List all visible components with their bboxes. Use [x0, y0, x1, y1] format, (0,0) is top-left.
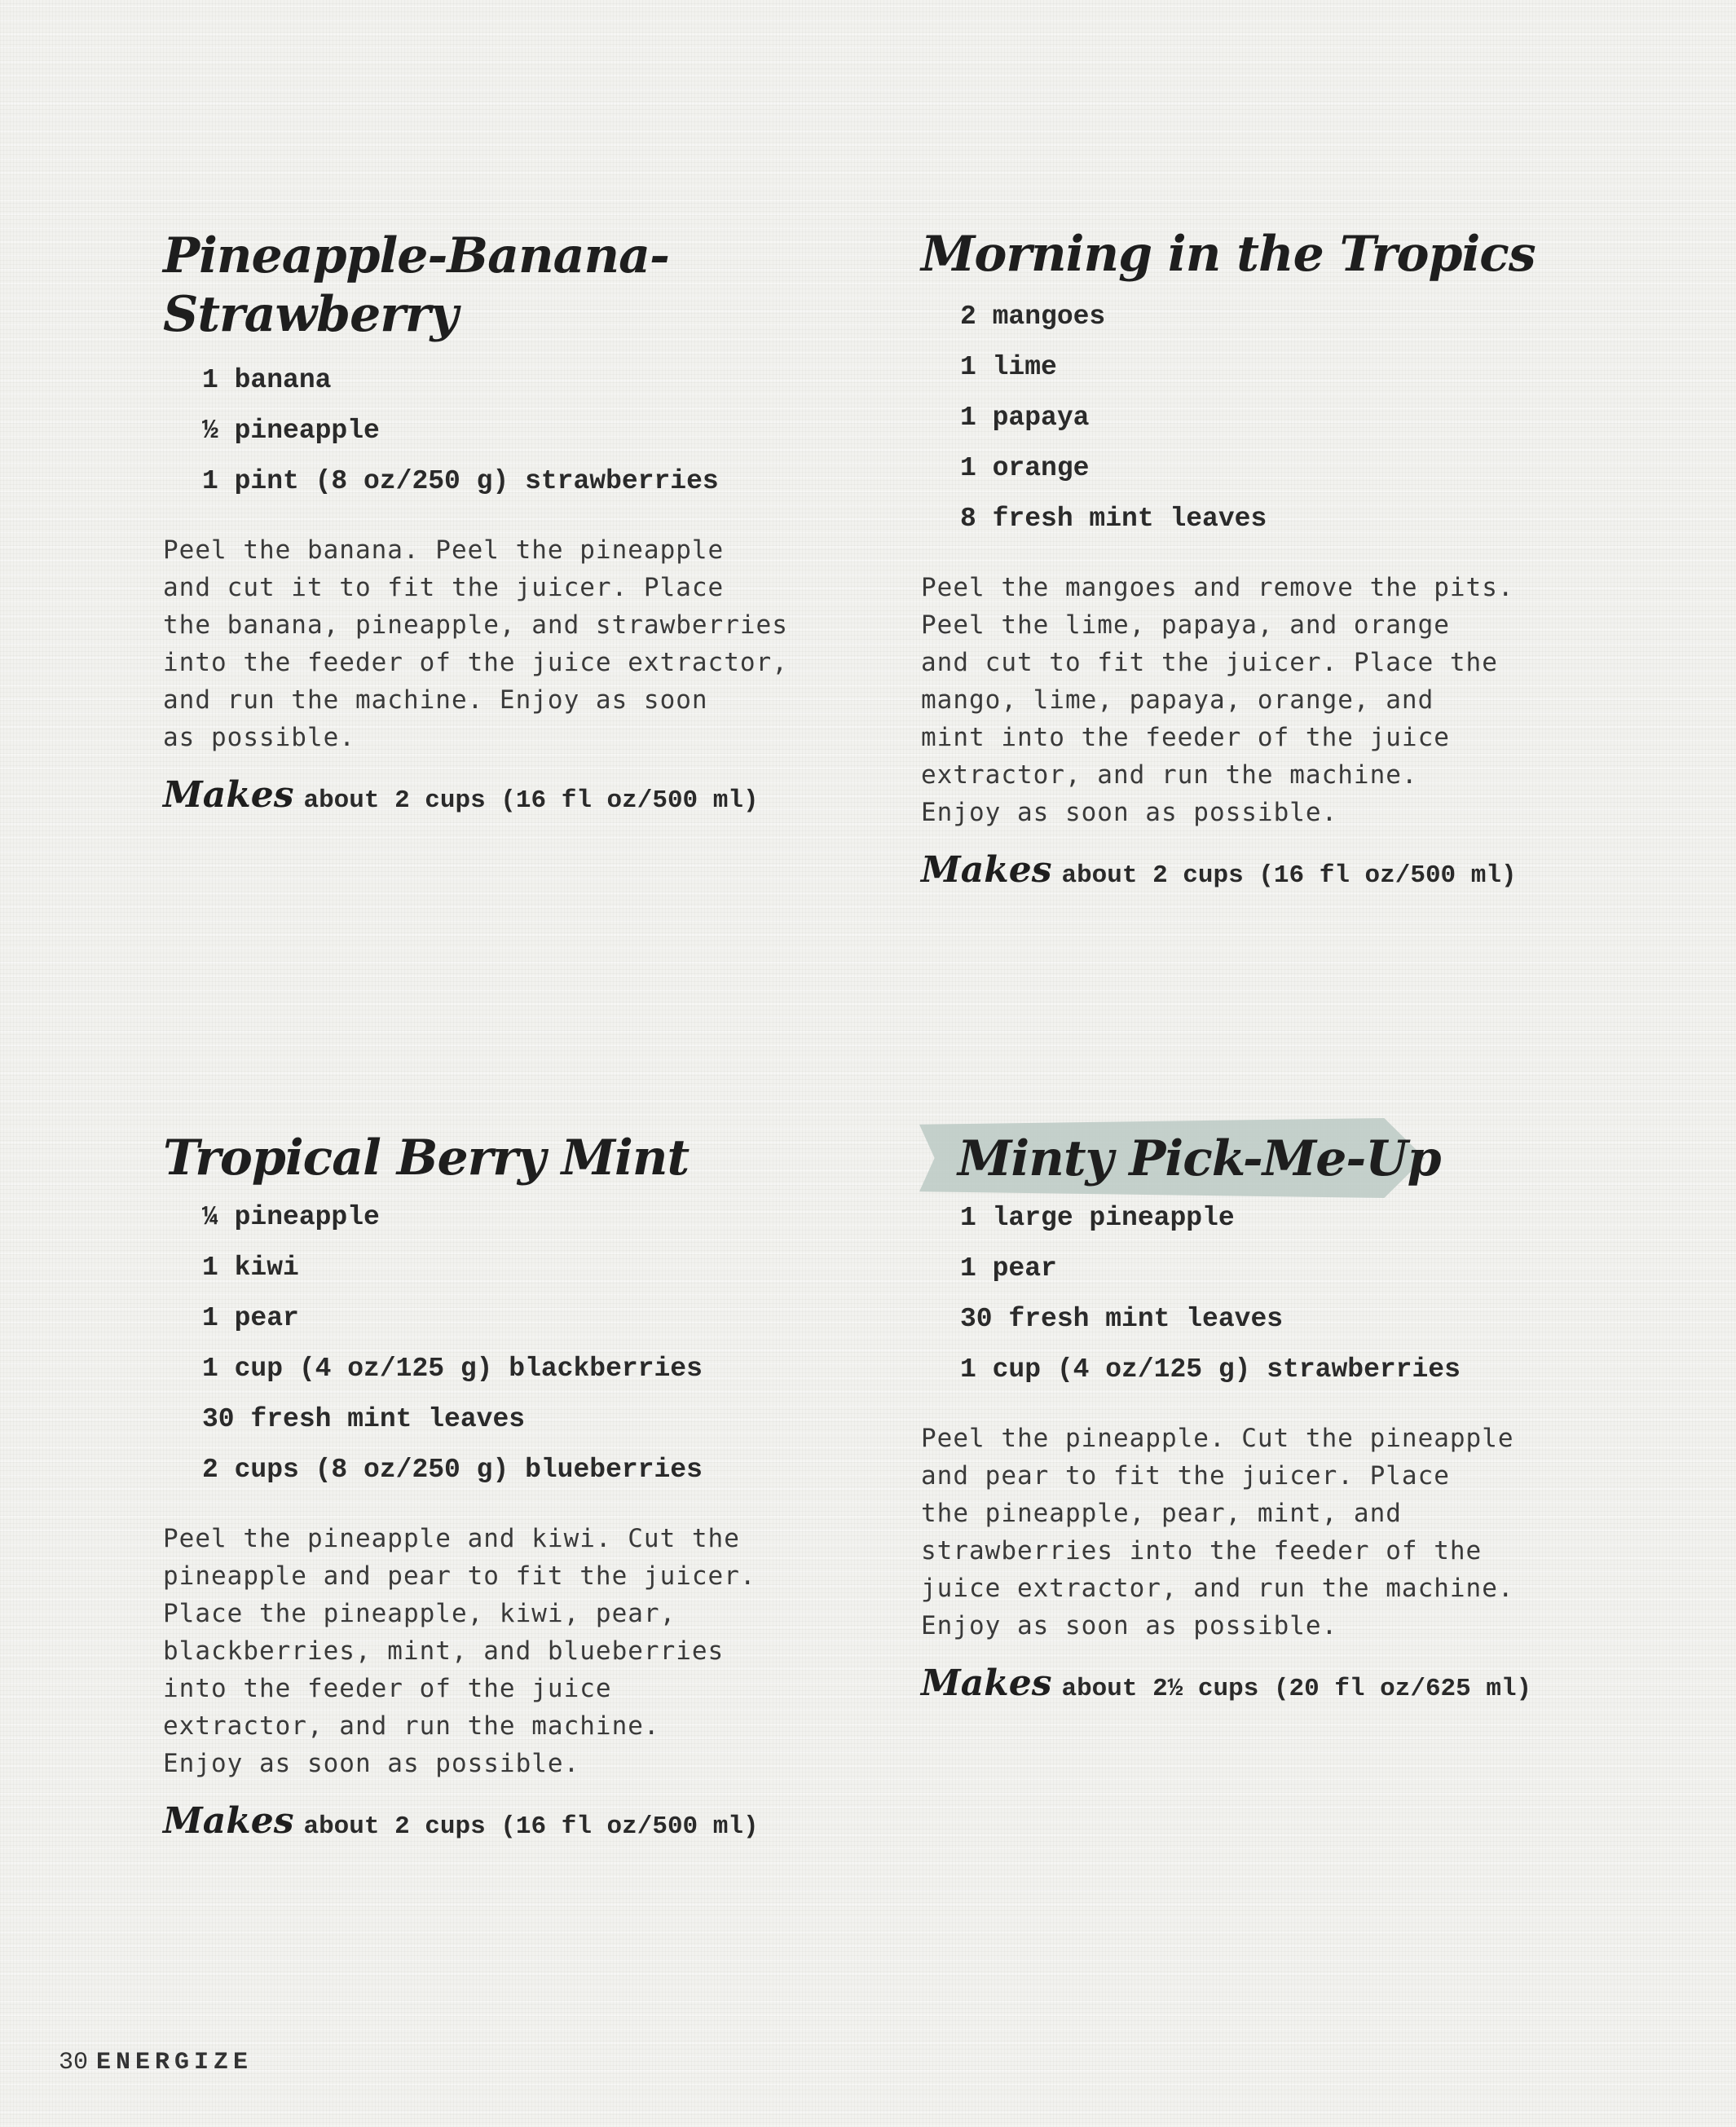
- makes-label: Makes: [163, 774, 294, 816]
- ingredient-item: 1 pear: [202, 1303, 299, 1333]
- recipe-method: Peel the banana. Peel the pineapple and cut it to fit the juicer. Place the banana, pineapple, and strawberries into the feeder of the juice extractor, and run the machine. Enjoy as soon as possible.: [163, 535, 788, 752]
- ingredient-item: 1 pear: [960, 1253, 1057, 1284]
- ingredient-item: 8 fresh mint leaves: [960, 504, 1267, 534]
- yield-amount: about 2 cups (16 fl oz/500 ml): [1061, 861, 1517, 890]
- ingredient-item: 1 pint (8 oz/250 g) strawberries: [202, 466, 719, 496]
- makes-label: Makes: [163, 1800, 294, 1842]
- ingredient-item: 1 papaya: [960, 403, 1090, 433]
- ingredient-item: 1 kiwi: [202, 1253, 299, 1283]
- recipe-pineapple-banana-strawberry: [163, 227, 864, 816]
- yield-amount: about 2 cups (16 fl oz/500 ml): [303, 786, 759, 815]
- ingredient-item: 1 large pineapple: [960, 1203, 1235, 1233]
- ingredient-item: 30 fresh mint leaves: [202, 1404, 526, 1434]
- recipe-title: Minty Pick-Me-Up: [958, 1130, 1441, 1187]
- ingredient-item: 1 cup (4 oz/125 g) strawberries: [960, 1354, 1461, 1385]
- page-number: 30: [59, 2049, 89, 2076]
- recipe-minty-pick-me-up: [921, 1130, 1659, 1704]
- recipe-yield: [163, 774, 864, 816]
- page-footer: [59, 2049, 253, 2076]
- ingredient-list: [202, 355, 864, 507]
- ingredient-item: 2 mangoes: [960, 302, 1106, 332]
- ingredient-list: [960, 292, 1654, 544]
- ingredient-item: 1 cup (4 oz/125 g) blackberries: [202, 1354, 703, 1384]
- ingredient-list: [960, 1193, 1659, 1395]
- ingredient-item: 2 cups (8 oz/250 g) blueberries: [202, 1455, 703, 1485]
- ingredient-item: ½ pineapple: [202, 416, 380, 446]
- makes-label: Makes: [921, 849, 1052, 891]
- recipe-yield: [921, 849, 1654, 891]
- recipe-title: Morning in the Tropics: [921, 226, 1536, 283]
- yield-amount: about 2 cups (16 fl oz/500 ml): [303, 1812, 759, 1841]
- recipe-yield: [163, 1800, 864, 1842]
- recipe-tropical-berry-mint: [163, 1129, 864, 1842]
- recipe-method: Peel the mangoes and remove the pits. Peel the lime, papaya, and orange and cut to fit the juicer. Place the mango, lime, papaya, orange, and mint into the feeder of the juice extractor, and run the machine. Enjoy as soon as possible.: [921, 573, 1514, 827]
- recipe-morning-in-the-tropics: [921, 225, 1654, 891]
- section-name: ENERGIZE: [96, 2049, 253, 2076]
- ingredient-list: [202, 1192, 864, 1495]
- ingredient-item: 1 orange: [960, 453, 1090, 483]
- recipe-title: Tropical Berry Mint: [163, 1130, 690, 1187]
- recipe-method: Peel the pineapple. Cut the pineapple and pear to fit the juicer. Place the pineapple, pear, mint, and strawberries into the feeder of the juice extractor, and run the machine. Enjoy as soon as possible.: [921, 1424, 1514, 1640]
- recipe-title: Pineapple-Banana- Strawberry: [163, 227, 669, 343]
- ingredient-item: 1 lime: [960, 352, 1057, 382]
- recipe-yield: [921, 1662, 1659, 1704]
- ingredient-item: ¼ pineapple: [202, 1202, 380, 1232]
- yield-amount: about 2½ cups (20 fl oz/625 ml): [1061, 1675, 1532, 1703]
- ingredient-item: 1 banana: [202, 365, 332, 395]
- ingredient-item: 30 fresh mint leaves: [960, 1304, 1284, 1334]
- makes-label: Makes: [921, 1662, 1052, 1704]
- recipe-method: Peel the pineapple and kiwi. Cut the pineapple and pear to fit the juicer. Place the pineapple, kiwi, pear, blackberries, mint, and blueberries into the feeder of the juice extractor, and run the machine. Enjoy as soon as possible.: [163, 1524, 756, 1778]
